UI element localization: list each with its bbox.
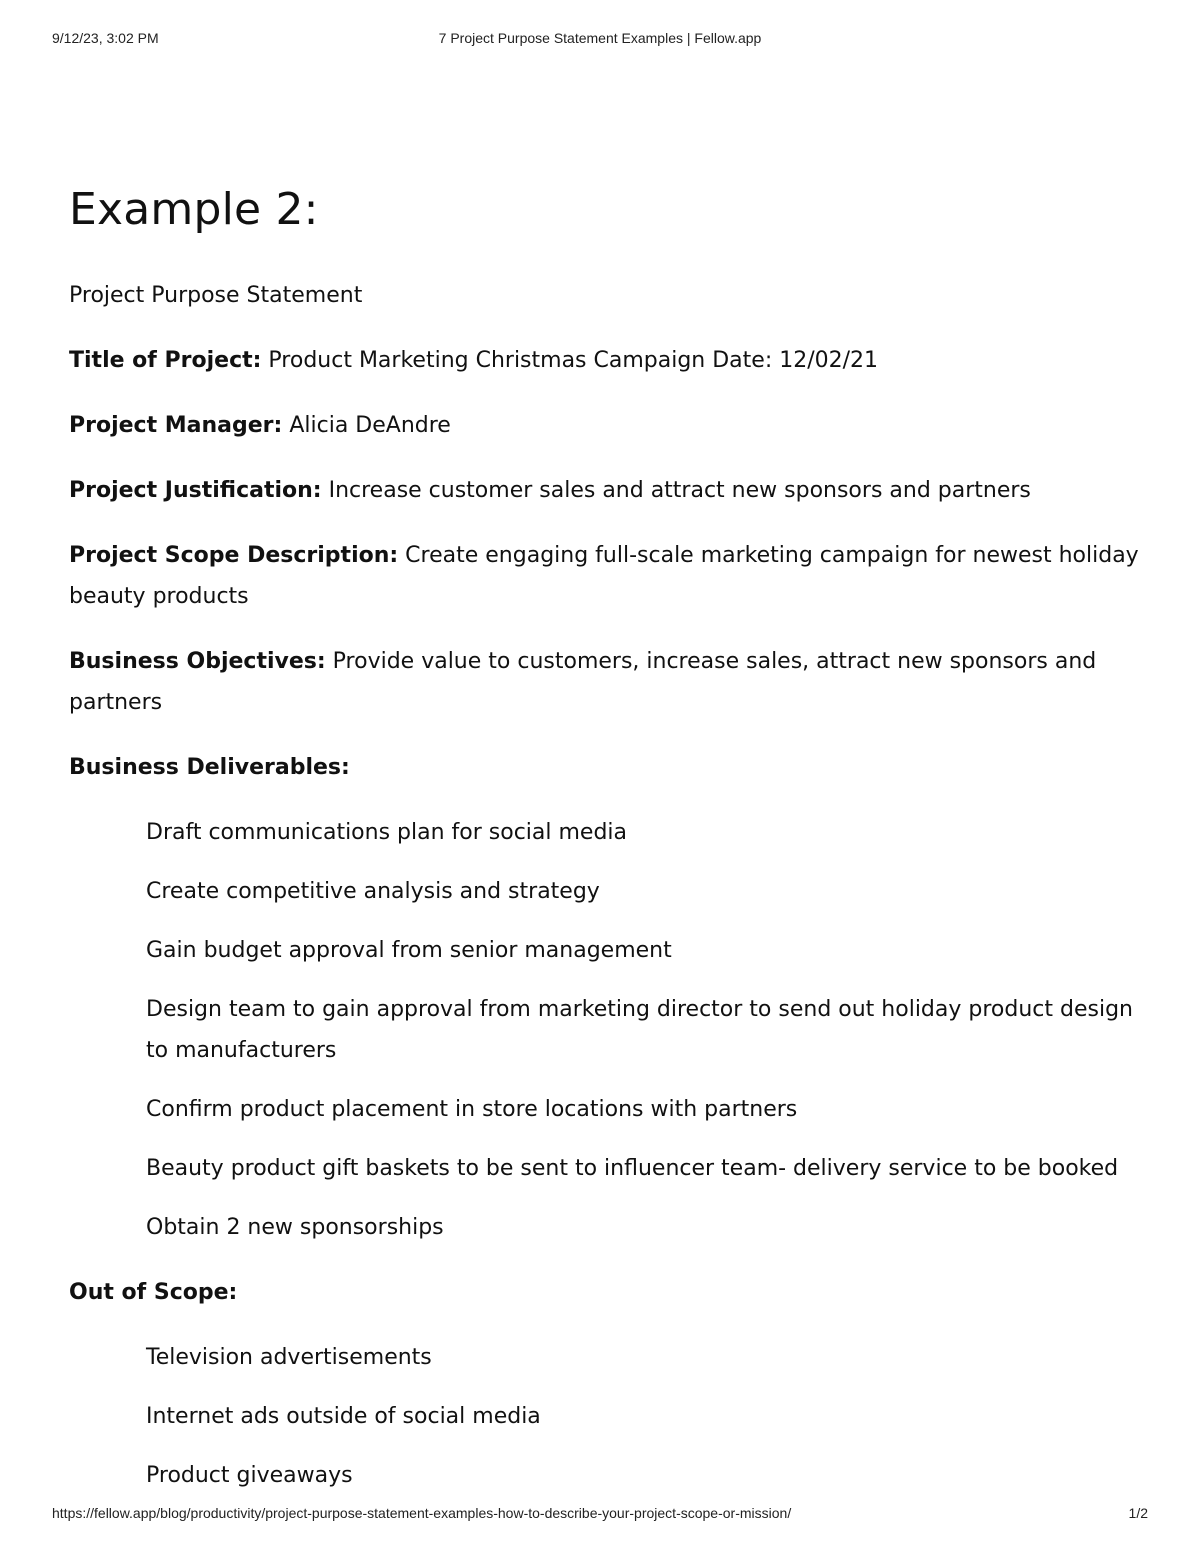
field-project-justification (69, 470, 1149, 511)
page-number: 1/2 (1128, 1505, 1148, 1521)
document-body (69, 180, 1149, 1496)
field-project-manager (69, 405, 1149, 446)
field-value: Increase customer sales and attract new sponsors and partners (321, 478, 1031, 503)
list-item: Gain budget approval from senior management (146, 938, 672, 963)
field-value: Provide value to customers, increase sales, attract new sponsors and partners (69, 649, 1097, 715)
field-value: Create engaging full-scale marketing campaign for newest holiday beauty products (69, 543, 1139, 609)
print-document-title: 7 Project Purpose Statement Examples | Fellow.app (438, 30, 762, 46)
field-label: Title of Project: (69, 348, 262, 373)
field-title-of-project (69, 340, 1149, 381)
page-title: Example 2: (69, 184, 319, 235)
list-item: Obtain 2 new sponsorships (146, 1215, 444, 1240)
document-subtitle: Project Purpose Statement (69, 283, 363, 308)
out-of-scope-heading: Out of Scope: (69, 1280, 238, 1305)
field-label: Project Justification: (69, 478, 322, 503)
list-item: Design team to gain approval from marketing director to send out holiday product design to manufacturers (146, 997, 1133, 1063)
deliverables-heading: Business Deliverables: (69, 755, 350, 780)
page-url: https://fellow.app/blog/productivity/project-purpose-statement-examples-how-to-describe-your-project-scope-or-mission/ (52, 1505, 792, 1521)
out-of-scope-list (69, 1337, 1149, 1496)
field-value: Product Marketing Christmas Campaign Date: 12/02/21 (261, 348, 879, 373)
field-business-objectives (69, 641, 1149, 723)
print-footer (0, 1505, 1200, 1525)
list-item: Create competitive analysis and strategy (146, 879, 600, 904)
list-item: Confirm product placement in store locations with partners (146, 1097, 798, 1122)
field-project-scope-description (69, 535, 1149, 617)
field-label: Business Objectives: (69, 649, 326, 674)
print-header (0, 30, 1200, 50)
field-label: Project Scope Description: (69, 543, 399, 568)
list-item: Beauty product gift baskets to be sent to influencer team- delivery service to be booked (146, 1156, 1119, 1181)
list-item: Product giveaways (146, 1463, 353, 1488)
deliverables-list (69, 812, 1149, 1248)
field-value: Alicia DeAndre (282, 413, 451, 438)
list-item: Television advertisements (146, 1345, 432, 1370)
field-label: Project Manager: (69, 413, 283, 438)
list-item: Draft communications plan for social media (146, 820, 628, 845)
print-datetime: 9/12/23, 3:02 PM (52, 30, 159, 46)
list-item: Internet ads outside of social media (146, 1404, 541, 1429)
